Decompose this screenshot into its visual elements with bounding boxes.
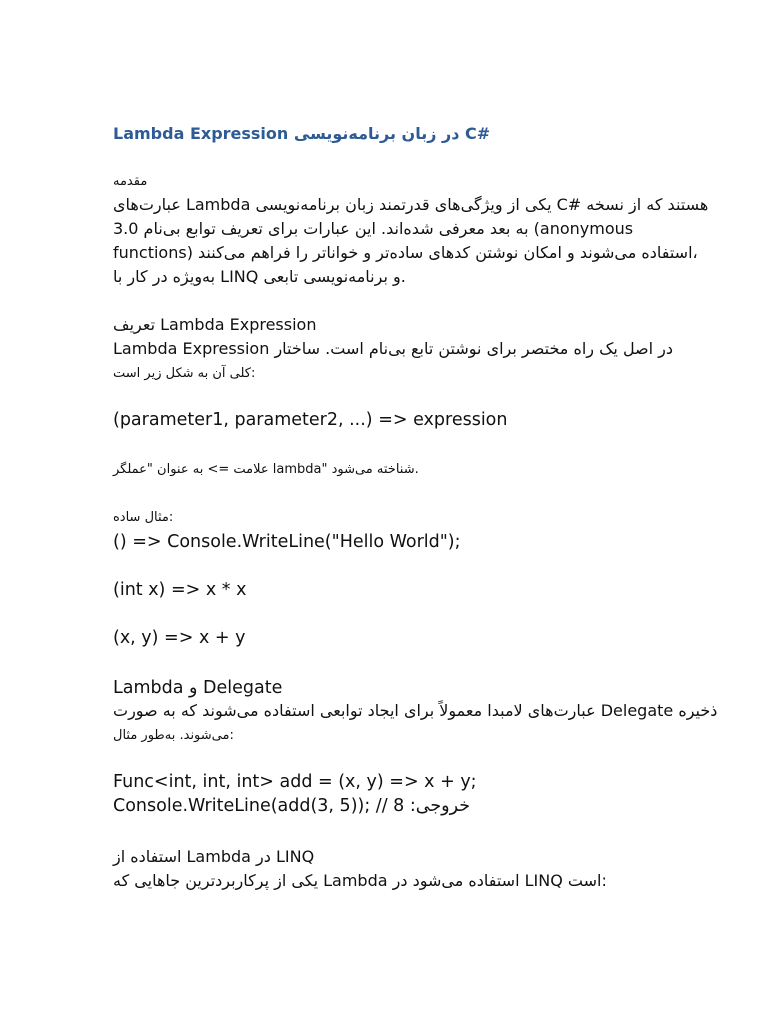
- definition-line-1: Lambda Expression در اصل یک راه مختصر برای نوشتن تابع بی‌نام است. ساختار: [113, 339, 674, 358]
- definition-line-2: کلی آن به شکل زیر است:: [113, 366, 256, 381]
- linq-line-1: یکی از پرکاربردترین جاهایی که Lambda استفاده می‌شود در LINQ است:: [113, 871, 607, 890]
- example-1: () => Console.WriteLine("Hello World");: [113, 532, 461, 552]
- intro-line-1: عبارت‌های Lambda یکی از ویژگی‌های قدرتمند زبان برنامه‌نویسی C# هستند که از نسخه: [113, 195, 709, 214]
- delegate-line-2: می‌شوند. به‌طور مثال:: [113, 728, 234, 743]
- example-3: (x, y) => x + y: [113, 628, 246, 648]
- intro-heading: مقدمه: [113, 174, 148, 189]
- definition-heading: تعریف Lambda Expression: [113, 315, 317, 334]
- delegate-line-1: عبارت‌های لامبدا معمولاً برای ایجاد توابعی استفاده می‌شوند که به صورت Delegate ذخیره: [113, 701, 718, 720]
- delegate-code-1: Func<int, int, int> add = (x, y) => x + y;: [113, 772, 477, 792]
- intro-line-2: 3.0 به بعد معرفی شده‌اند. این عبارات برای تعریف توابع بی‌نام (anonymous: [113, 219, 634, 238]
- delegate-heading: Lambda و Delegate: [113, 678, 283, 698]
- intro-line-4: به‌ویژه در کار با LINQ و برنامه‌نویسی تابعی.: [113, 267, 406, 286]
- example-2: (int x) => x * x: [113, 580, 247, 600]
- delegate-code-2: Console.WriteLine(add(3, 5)); // خروجی: 8: [113, 796, 471, 816]
- examples-heading: مثال ساده:: [113, 510, 174, 525]
- operator-note: علامت => به عنوان "عملگر lambda" شناخته می‌شود.: [113, 462, 419, 477]
- linq-heading: استفاده از Lambda در LINQ: [113, 847, 315, 866]
- document-title: Lambda Expression در زبان برنامه‌نویسی C#: [113, 124, 491, 143]
- lambda-syntax: (parameter1, parameter2, ...) => expression: [113, 410, 508, 430]
- intro-line-3: functions) استفاده می‌شوند و امکان نوشتن کدهای ساده‌تر و خواناتر را فراهم می‌کنند،: [113, 243, 698, 262]
